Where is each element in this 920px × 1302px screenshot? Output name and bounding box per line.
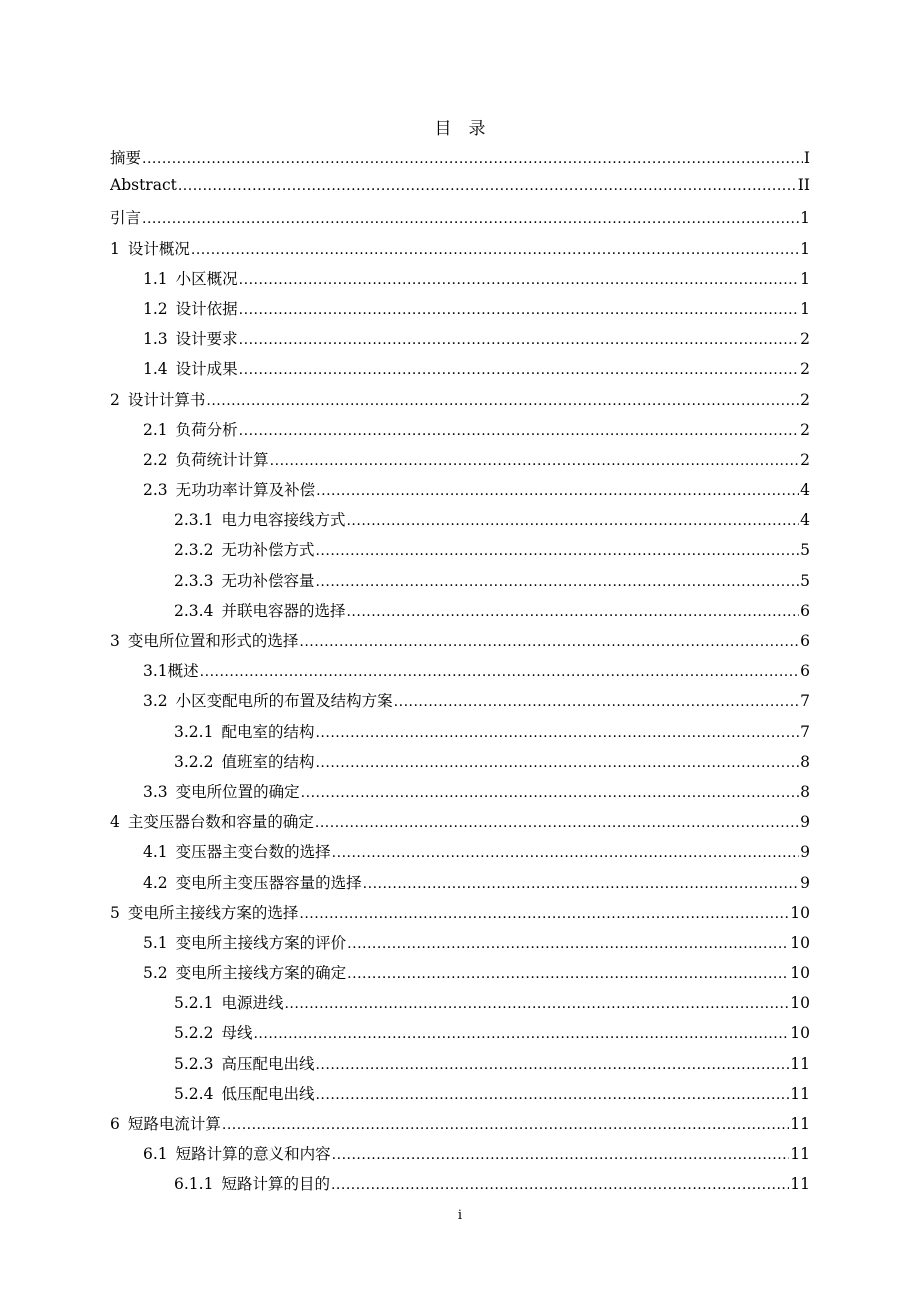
dot-leader	[239, 423, 799, 439]
toc-entry-number: 2.3	[143, 481, 168, 500]
toc-entry-number: 4	[110, 813, 120, 832]
toc-entry-4-2[interactable]	[110, 871, 810, 901]
toc-entry-page: 11	[790, 1145, 810, 1164]
dot-leader	[315, 1057, 789, 1073]
toc-entry-title: 主变压器台数和容量的确定	[127, 813, 314, 832]
toc-entry-1-4[interactable]	[110, 357, 810, 387]
toc-entry-5-2-1[interactable]	[110, 991, 810, 1021]
toc-entry-2[interactable]	[110, 388, 810, 418]
toc-entry-1-2[interactable]	[110, 297, 810, 327]
toc-entry-page: I	[803, 149, 810, 167]
toc-entry-4[interactable]	[110, 810, 810, 840]
toc-entry-page: 6	[800, 662, 810, 681]
dot-leader	[346, 513, 799, 529]
toc-entry-page: 1	[800, 269, 810, 288]
dot-leader	[239, 332, 799, 348]
dot-leader	[315, 755, 799, 771]
toc-entry-page: 5	[800, 571, 810, 590]
toc-entry-3-2-2[interactable]	[110, 750, 810, 780]
toc-entry-page: 11	[790, 1115, 810, 1133]
dot-leader	[299, 634, 799, 650]
dot-leader	[394, 694, 799, 710]
toc-entry-number: 4.1	[143, 843, 168, 862]
toc-entry-number: 3.2.1	[174, 722, 214, 741]
toc-entry-number: 1	[110, 239, 120, 258]
toc-entry-title: 变压器主变台数的选择	[175, 843, 331, 862]
toc-entry-title: Abstract	[110, 176, 177, 195]
toc-entry-title: 变电所位置的确定	[175, 782, 300, 801]
dot-leader	[299, 906, 789, 922]
toc-entry-title: 并联电容器的选择	[221, 601, 346, 620]
toc-entry-3-2-1[interactable]	[110, 720, 810, 750]
toc-entry-title: 设计依据	[175, 299, 238, 318]
toc-entry-number: 5.2.2	[174, 1024, 214, 1043]
toc-entry-3-3[interactable]	[110, 780, 810, 810]
dot-leader	[253, 1026, 789, 1042]
toc-entry-title: 母线	[221, 1024, 253, 1043]
toc-entry-number: 5	[110, 903, 120, 922]
toc-entry-title: 短路计算的意义和内容	[175, 1145, 331, 1164]
toc-entry-title: 变电所主接线方案的选择	[127, 903, 299, 922]
toc-entry-page: 11	[790, 1175, 810, 1194]
toc-entry-number: 2.1	[143, 420, 168, 439]
toc-entry-number: 3.1	[143, 662, 168, 681]
dot-leader	[206, 393, 799, 409]
toc-entry-page: 9	[800, 843, 810, 862]
dot-leader	[142, 151, 803, 167]
toc-entry-page: 1	[800, 209, 810, 228]
toc-entry-5[interactable]	[110, 901, 810, 931]
dot-leader	[316, 483, 799, 499]
dot-leader	[331, 1177, 789, 1193]
dot-leader	[332, 1147, 790, 1163]
toc-entry-6-1-1[interactable]	[110, 1172, 810, 1202]
toc-entry-title: 配电室的结构	[221, 722, 315, 741]
toc-entry-page: 10	[790, 903, 810, 922]
toc-entry-3-1[interactable]	[110, 659, 810, 689]
toc-entry-number: 5.2.4	[174, 1084, 214, 1103]
toc-entry-number: 3.2	[143, 692, 168, 711]
dot-leader	[178, 178, 797, 194]
dot-leader	[239, 272, 799, 288]
toc-entry-title: 概述	[167, 662, 199, 681]
dot-leader	[347, 966, 789, 982]
toc-entry-page: 5	[800, 541, 810, 560]
dot-leader	[200, 664, 799, 680]
toc-entry-page: II	[797, 176, 810, 195]
toc-entry-1-1[interactable]	[110, 267, 810, 297]
dot-leader	[191, 242, 799, 258]
toc-entry-number: 5.2.3	[174, 1054, 214, 1073]
toc-entry-page: 10	[790, 1024, 810, 1043]
toc-entry-number: 1.4	[143, 360, 168, 379]
toc-entry-5-2-4[interactable]	[110, 1082, 810, 1112]
toc-entry-6-1[interactable]	[110, 1142, 810, 1172]
dot-leader	[284, 996, 789, 1012]
toc-entry-number: 6.1.1	[174, 1175, 214, 1194]
dot-leader	[239, 362, 799, 378]
toc-entry-title: 值班室的结构	[221, 752, 315, 771]
dot-leader	[363, 876, 799, 892]
toc-entry-page: 2	[800, 420, 810, 439]
dot-leader	[301, 785, 799, 801]
toc-entry-number: 1.1	[143, 269, 168, 288]
toc-entry-page: 7	[800, 692, 810, 711]
toc-entry-abstract-cn[interactable]	[110, 146, 810, 176]
toc-entry-introduction[interactable]	[110, 206, 810, 236]
toc-entry-2-3-3[interactable]	[110, 569, 810, 599]
toc-entry-title: 小区概况	[175, 269, 238, 288]
dot-leader	[315, 1087, 789, 1103]
dot-leader	[315, 815, 799, 831]
toc-entry-number: 6	[110, 1115, 120, 1133]
toc-entry-title: 无功补偿容量	[221, 571, 315, 590]
toc-entry-title: 电源进线	[221, 994, 284, 1013]
toc-entry-number: 2.3.3	[174, 571, 214, 590]
toc-entry-title: 变电所主接线方案的评价	[175, 933, 347, 952]
toc-entry-title: 电力电容接线方式	[221, 511, 346, 530]
toc-entry-page: 1	[800, 299, 810, 318]
toc-entry-number: 3.3	[143, 782, 168, 801]
toc-entry-title: 摘要	[110, 149, 142, 167]
toc-entry-page: 1	[800, 239, 810, 258]
dot-leader	[222, 1117, 789, 1133]
toc-entry-5-2-3[interactable]	[110, 1052, 810, 1082]
toc-entry-6[interactable]	[110, 1112, 810, 1142]
toc-entry-2-3-2[interactable]	[110, 538, 810, 568]
dot-leader	[315, 574, 799, 590]
toc-entry-title: 负荷分析	[175, 420, 238, 439]
toc-entry-number: 5.2.1	[174, 994, 214, 1013]
toc-entry-page: 10	[790, 964, 810, 983]
page-number: i	[457, 1208, 463, 1223]
toc-entry-page: 10	[790, 994, 810, 1013]
toc-entry-page: 2	[800, 360, 810, 379]
toc-entry-number: 1.2	[143, 299, 168, 318]
toc-entry-2-3-4[interactable]	[110, 599, 810, 629]
dot-leader	[270, 453, 799, 469]
toc-entry-number: 4.2	[143, 873, 168, 892]
toc-entry-number: 3.2.2	[174, 752, 214, 771]
dot-leader	[332, 845, 799, 861]
toc-entry-number: 2	[110, 390, 120, 409]
toc-entry-title: 变电所主变压器容量的选择	[175, 873, 362, 892]
toc-entry-5-2-2[interactable]	[110, 1021, 810, 1051]
toc-entry-title: 设计计算书	[127, 390, 206, 409]
toc-entry-title: 变电所位置和形式的选择	[127, 632, 299, 650]
toc-entry-title: 无功功率计算及补偿	[175, 481, 316, 500]
toc-entry-title: 引言	[110, 209, 142, 228]
toc-entry-3-2[interactable]	[110, 689, 810, 719]
toc-entry-1-3[interactable]	[110, 327, 810, 357]
toc-entry-page: 8	[800, 782, 810, 801]
table-of-contents	[110, 146, 810, 1203]
toc-entry-page: 2	[800, 390, 810, 409]
toc-entry-title: 负荷统计计算	[175, 450, 269, 469]
toc-entry-title: 短路计算的目的	[221, 1175, 330, 1194]
toc-entry-page: 4	[800, 481, 810, 500]
toc-entry-title: 设计要求	[175, 330, 238, 349]
toc-entry-page: 2	[800, 450, 810, 469]
toc-entry-number: 2.3.2	[174, 541, 214, 560]
toc-entry-2-3-1[interactable]	[110, 508, 810, 538]
toc-entry-4-1[interactable]	[110, 840, 810, 870]
toc-entry-title: 高压配电出线	[221, 1054, 315, 1073]
toc-entry-page: 10	[790, 933, 810, 952]
toc-entry-abstract-en[interactable]	[110, 176, 810, 206]
dot-leader	[142, 211, 799, 227]
toc-entry-number: 2.3.4	[174, 601, 214, 620]
toc-entry-title: 短路电流计算	[127, 1115, 221, 1133]
toc-entry-2-2[interactable]	[110, 448, 810, 478]
toc-entry-2-1[interactable]	[110, 418, 810, 448]
toc-entry-page: 9	[800, 873, 810, 892]
toc-entry-page: 11	[790, 1054, 810, 1073]
toc-entry-5-1[interactable]	[110, 931, 810, 961]
toc-entry-page: 7	[800, 722, 810, 741]
page-title: 目 录	[434, 119, 486, 139]
toc-entry-2-3[interactable]	[110, 478, 810, 508]
toc-entry-number: 2.2	[143, 450, 168, 469]
toc-entry-page: 11	[790, 1084, 810, 1103]
dot-leader	[346, 604, 799, 620]
toc-entry-number: 1.3	[143, 330, 168, 349]
toc-entry-number: 5.2	[143, 964, 168, 983]
toc-entry-number: 2.3.1	[174, 511, 214, 530]
toc-entry-3[interactable]	[110, 629, 810, 659]
toc-entry-title: 设计成果	[175, 360, 238, 379]
toc-entry-title: 小区变配电所的布置及结构方案	[175, 692, 393, 711]
toc-entry-5-2[interactable]	[110, 961, 810, 991]
toc-entry-1[interactable]	[110, 237, 810, 267]
toc-entry-page: 9	[800, 813, 810, 832]
toc-entry-number: 5.1	[143, 933, 168, 952]
dot-leader	[315, 725, 799, 741]
toc-entry-number: 6.1	[143, 1145, 168, 1164]
toc-entry-title: 变电所主接线方案的确定	[175, 964, 347, 983]
dot-leader	[315, 543, 799, 559]
toc-entry-title: 低压配电出线	[221, 1084, 315, 1103]
toc-entry-number: 3	[110, 632, 120, 650]
dot-leader	[239, 302, 799, 318]
toc-entry-title: 设计概况	[127, 239, 190, 258]
toc-entry-page: 8	[800, 752, 810, 771]
toc-entry-page: 6	[800, 601, 810, 620]
toc-entry-page: 2	[800, 330, 810, 349]
dot-leader	[347, 936, 789, 952]
toc-entry-title: 无功补偿方式	[221, 541, 315, 560]
toc-entry-page: 6	[800, 632, 810, 650]
toc-entry-page: 4	[800, 511, 810, 530]
